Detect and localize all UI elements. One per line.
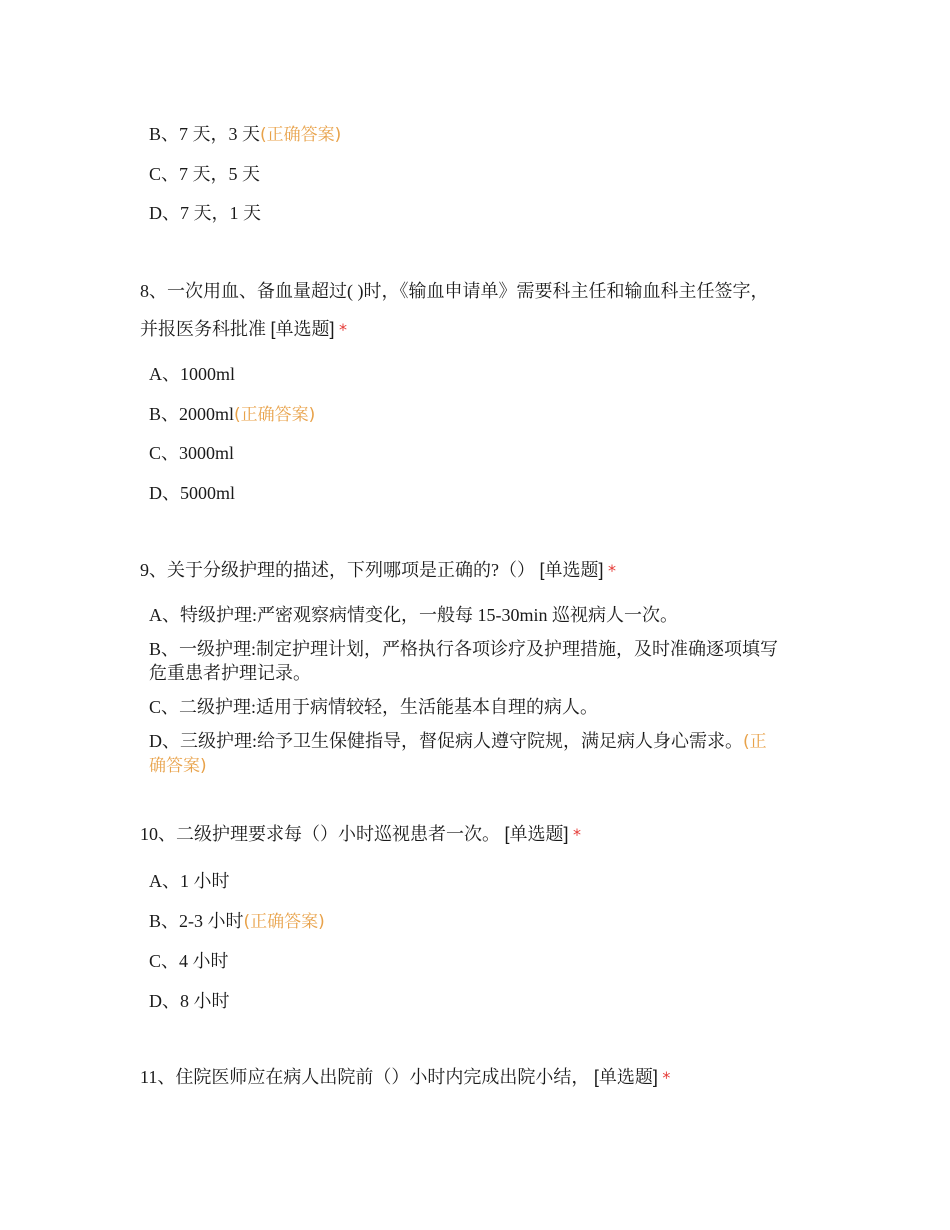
question-type-tag: [单选题] (504, 824, 569, 844)
option-text: 7 天，5 天 (179, 164, 261, 184)
option-letter: B、 (149, 639, 180, 659)
option-letter: A、 (149, 605, 180, 625)
question-type-tag: [单选题] (593, 1067, 658, 1087)
option-text: 2000ml (179, 404, 235, 424)
q9-option-b (149, 637, 809, 685)
correct-answer-badge: (正确答案) (260, 125, 342, 145)
option-text: 三级护理:给予卫生保健指导，督促病人遵守院规，满足病人身心需求。 (180, 731, 743, 751)
required-marker: * (662, 1068, 671, 1087)
option-text: 4 小时 (179, 951, 229, 971)
option-letter: C、 (149, 443, 180, 463)
correct-answer-badge-part1: (正 (743, 732, 767, 752)
q8-option-b (149, 402, 809, 427)
option-letter: A、 (149, 871, 180, 891)
option-letter: D、 (149, 203, 180, 223)
q7-option-b (149, 122, 809, 147)
q9-option-d (149, 729, 809, 778)
q8-title (140, 272, 820, 349)
q9-option-a (149, 603, 809, 627)
option-text: 1000ml (180, 364, 236, 384)
q8-option-d (149, 481, 809, 505)
q10-option-c (149, 949, 809, 973)
option-letter: B、 (149, 404, 180, 424)
q9-title: 9、关于分级护理的描述，下列哪项是正确的?（） [单选题] * (140, 560, 617, 580)
option-letter: D、 (149, 731, 180, 751)
option-text-line2: 危重患者护理记录。 (149, 663, 311, 683)
option-letter: B、 (149, 911, 180, 931)
option-text: 一级护理:制定护理计划，严格执行各项诊疗及护理措施，及时准确逐项填写 (179, 639, 779, 659)
correct-answer-badge: (正确答案) (234, 405, 316, 425)
option-letter: C、 (149, 697, 180, 717)
correct-answer-badge-part2: 确答案) (149, 756, 207, 776)
option-text: 1 小时 (180, 871, 230, 891)
q11-title: 11、住院医师应在病人出院前（）小时内完成出院小结， [单选题] * (140, 1067, 671, 1087)
option-text: 3000ml (179, 443, 235, 463)
q8-title-line2: 并报医务科批准 [单选题] * (140, 319, 348, 339)
option-letter: B、 (149, 124, 180, 144)
option-text: 8 小时 (180, 991, 230, 1011)
q7-option-c (149, 162, 809, 186)
option-letter: D、 (149, 483, 180, 503)
q8-option-c (149, 441, 809, 465)
option-letter: A、 (149, 364, 180, 384)
option-letter: D、 (149, 991, 180, 1011)
question-type-tag: [单选题] (539, 560, 604, 580)
option-letter: C、 (149, 164, 180, 184)
question-type-tag: [单选题] (270, 319, 335, 339)
q8-title-line1: 8、一次用血、备血量超过( )时，《输血申请单》需要科主任和输血科主任签字， (140, 281, 769, 301)
q10-title: 10、二级护理要求每（）小时巡视患者一次。 [单选题] * (140, 824, 582, 844)
option-text: 7 天，1 天 (180, 203, 261, 223)
option-letter: C、 (149, 951, 180, 971)
option-text: 5000ml (180, 483, 236, 503)
q7-option-d (149, 201, 809, 225)
required-marker: * (339, 320, 348, 339)
q10-option-a (149, 869, 809, 893)
q8-option-a (149, 362, 809, 386)
q10-option-b (149, 909, 809, 934)
option-text: 7 天，3 天 (179, 124, 261, 144)
correct-answer-badge: (正确答案) (243, 912, 325, 932)
option-text: 二级护理:适用于病情较轻，生活能基本自理的病人。 (179, 697, 599, 717)
option-text: 2-3 小时 (179, 911, 244, 931)
q10-option-d (149, 989, 809, 1013)
q9-option-c (149, 695, 809, 719)
option-text: 特级护理:严密观察病情变化，一般每 15-30min 巡视病人一次。 (180, 605, 678, 625)
required-marker: * (608, 561, 617, 580)
required-marker: * (573, 825, 582, 844)
